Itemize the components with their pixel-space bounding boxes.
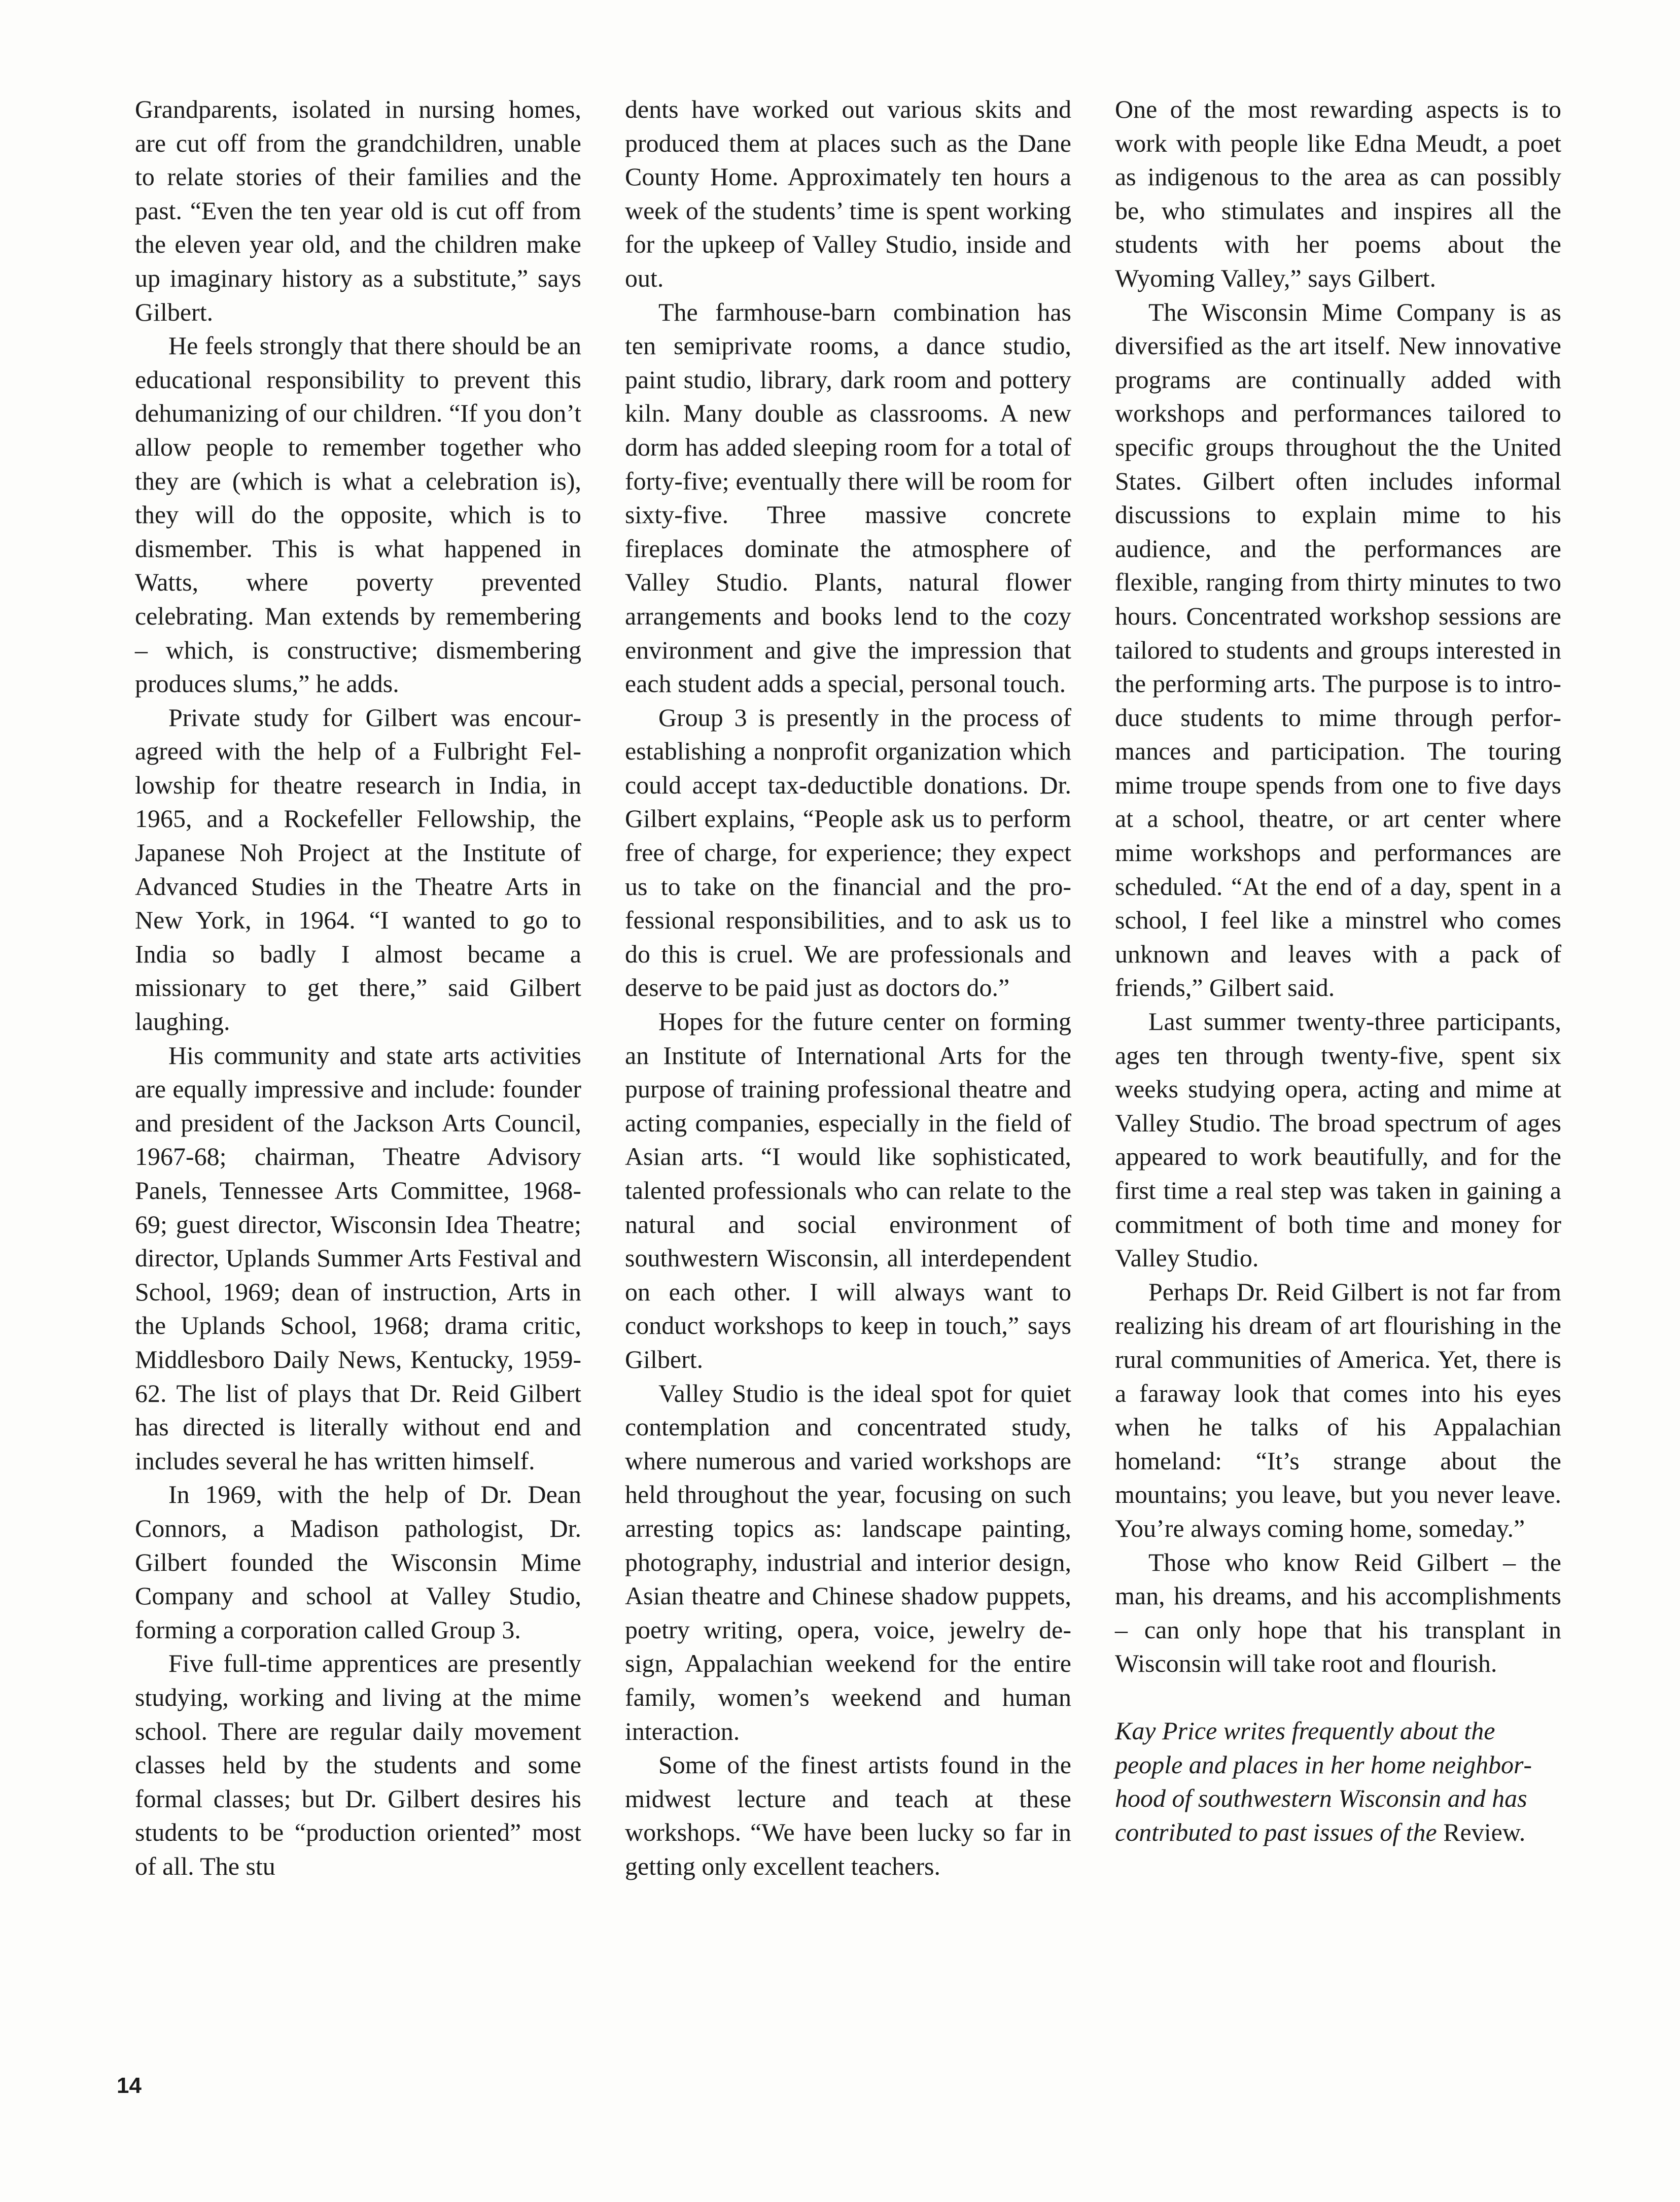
paragraph-private-study: Private study for Gilbert was encouragreed with the help of a Fulbright Fellowship for theatre research in India, in 1965, and a Rockefeller Fellowship, the Japanese Noh Project at the Institute of Advanced Studies in the Theatre Arts in New York, in 1964. “I wanted to go to India so badly I almost became a missionary to get there,” said Gilbert laughing. [135, 703, 581, 1036]
paragraph-closing: Those who know Reid Gilbert – the man, his dreams, and his accomplishments – can only hope that his transplant in Wisconsin will take root and flourish. [1115, 1547, 1561, 1678]
paragraph-mime-company-programs: The Wisconsin Mime Company is as diversified as the art itself. New innovative programs are continually added with workshops and performances tailored to specific groups throughout the the United States. Gilbert often includes informal discussions to explain mime to his audience, and the performances are flexible, ranging from thirty minutes to two hours. Concentrated workshop sessions are tailored to students and groups interested in the performing arts. The purpose is to introduce students to mime through performances and participation. The touring mime troupe spends from one to five days at a school, theatre, or art center where mime workshops and performances are scheduled. “At the end of a day, spent in a school, I feel like a minstrel who comes unknown and leaves with a pack of friends,” Gilbert said. [1115, 297, 1561, 1002]
paragraph-future-institute: Hopes for the future center on forming an Institute of International Arts for the purpose of training professional theatre and acting companies, especially in the field of Asian arts. “I would like sophisticated, talented professionals who can relate to the natural and social environment of southwestern Wisconsin, all interdependent on each other. I will always want to conduct workshops to keep in touch,” says Gilbert. [625, 1007, 1071, 1373]
paragraph-apprentices: Five full-time apprentices are presently studying, working and living at the mime school. There are regular daily movement classes held by the students and some formal classes; but Dr. Gilbert desires his students to be “production oriented” most of all. The stu [135, 1649, 581, 1880]
author-byline [1115, 1714, 1561, 1849]
paragraph-community-activities: His community and state arts activities are equally impressive and include: founder and president of the Jackson Arts Council, 1967-68; chairman, Theatre Advisory Panels, Tennessee Arts Committee, 1968-69; guest director, Wisconsin Idea Theatre; director, Uplands Summer Arts Festival and School, 1969; dean of instruction, Arts in the Uplands School, 1968; drama critic, Middlesboro Daily News, Kentucky, 1959-62. The list of plays that Dr. Reid Gilbert has directed is literally without end and includes several he has written himself. [135, 1041, 581, 1475]
article-column-1 [135, 92, 581, 1883]
paragraph-farmhouse-barn: The farmhouse-barn combination has ten semiprivate rooms, a dance studio, paint studio, library, dark room and pottery kiln. Many double as classrooms. A new dorm has added sleeping room for a total of forty-five; eventually there will be room for sixty-five. Three massive concrete fireplaces dominate the atmosphere of Valley Studio. Plants, natural flower arrangements and books lend to the cozy environment and give the impression that each student adds a special, personal touch. [625, 297, 1071, 698]
paragraph-group-3-nonprofit: Group 3 is presently in the process of establishing a nonprofit organization which could accept tax-deductible donations. Dr. Gilbert explains, “People ask us to perform free of charge, for experience; they expect us to take on the financial and the professional responsibilities, and to ask us to do this is cruel. We are professionals and deserve to be paid just as doctors do.” [625, 703, 1071, 1002]
paragraph-students-skits: dents have worked out various skits and produced them at places such as the Dane County Home. Approximately ten hours a week of the students’ time is spent working for the upkeep of Valley Studio, inside and out. [625, 95, 1071, 292]
paragraph-grandparents: Grandparents, isolated in nursing homes, are cut off from the grandchildren, unable to relate stories of their families and the past. “Even the ten year old is cut off from the eleven year old, and the children make up imaginary history as a substitute,” says Gilbert. [135, 95, 581, 326]
article-column-2 [625, 92, 1071, 1883]
author-byline-review: Review. [1443, 1817, 1526, 1846]
paragraph-last-summer: Last summer twenty-three participants, ages ten through twenty-five, spent six weeks studying opera, acting and mime at Valley Studio. The broad spectrum of ages appeared to work beautifully, and for the first time a real step was taken in gaining a commitment of both time and money for Valley Studio. [1115, 1007, 1561, 1272]
paragraph-valley-studio-workshops: Valley Studio is the ideal spot for quiet contemplation and concentrated study, where numerous and varied workshops are held throughout the year, focusing on such arresting topics as: landscape painting, photography, industrial and interior design, Asian theatre and Chinese shadow puppets, poetry writing, opera, voice, jewelry design, Appalachian weekend for the entire family, women’s weekend and human interaction. [625, 1379, 1071, 1745]
page-number: 14 [117, 2073, 142, 2098]
paragraph-edna-meudt: One of the most rewarding aspects is to work with people like Edna Meudt, a poet as indigenous to the area as can possibly be, who stimulates and inspires all the students with her poems about the Wyoming Valley,” says Gilbert. [1115, 95, 1561, 292]
paragraph-educational-responsibility: He feels strongly that there should be an educational responsibility to prevent this dehumanizing of our children. “If you don’t allow people to remember together who they are (which is what a celebration is), they will do the opposite, which is to dismember. This is what happened in Watts, where poverty prevented celebrating. Man extends by remembering – which, is constructive; dismembering produces slums,” he adds. [135, 331, 581, 698]
paragraph-appalachian-homeland: Perhaps Dr. Reid Gilbert is not far from realizing his dream of art flourishing in the rural communities of America. Yet, there is a faraway look that comes into his eyes when he talks of his Appalachian homeland: “It’s strange about the mountains; you leave, but you never leave. You’re always coming home, someday.” [1115, 1277, 1561, 1542]
author-byline-text: Kay Price writes frequently about the people and places in her home neighborhood of southwestern Wisconsin and has contributed to past issues of the [1115, 1716, 1532, 1846]
article-column-3 [1115, 92, 1561, 1849]
paragraph-finest-artists: Some of the finest artists found in the midwest lecture and teach at these workshops. “We have been lucky so far in getting only excellent teachers. [625, 1750, 1071, 1880]
paragraph-mime-company-founding: In 1969, with the help of Dr. Dean Connors, a Madison pathologist, Dr. Gilbert founded the Wisconsin Mime Company and school at Valley Studio, forming a corporation called Group 3. [135, 1480, 581, 1644]
